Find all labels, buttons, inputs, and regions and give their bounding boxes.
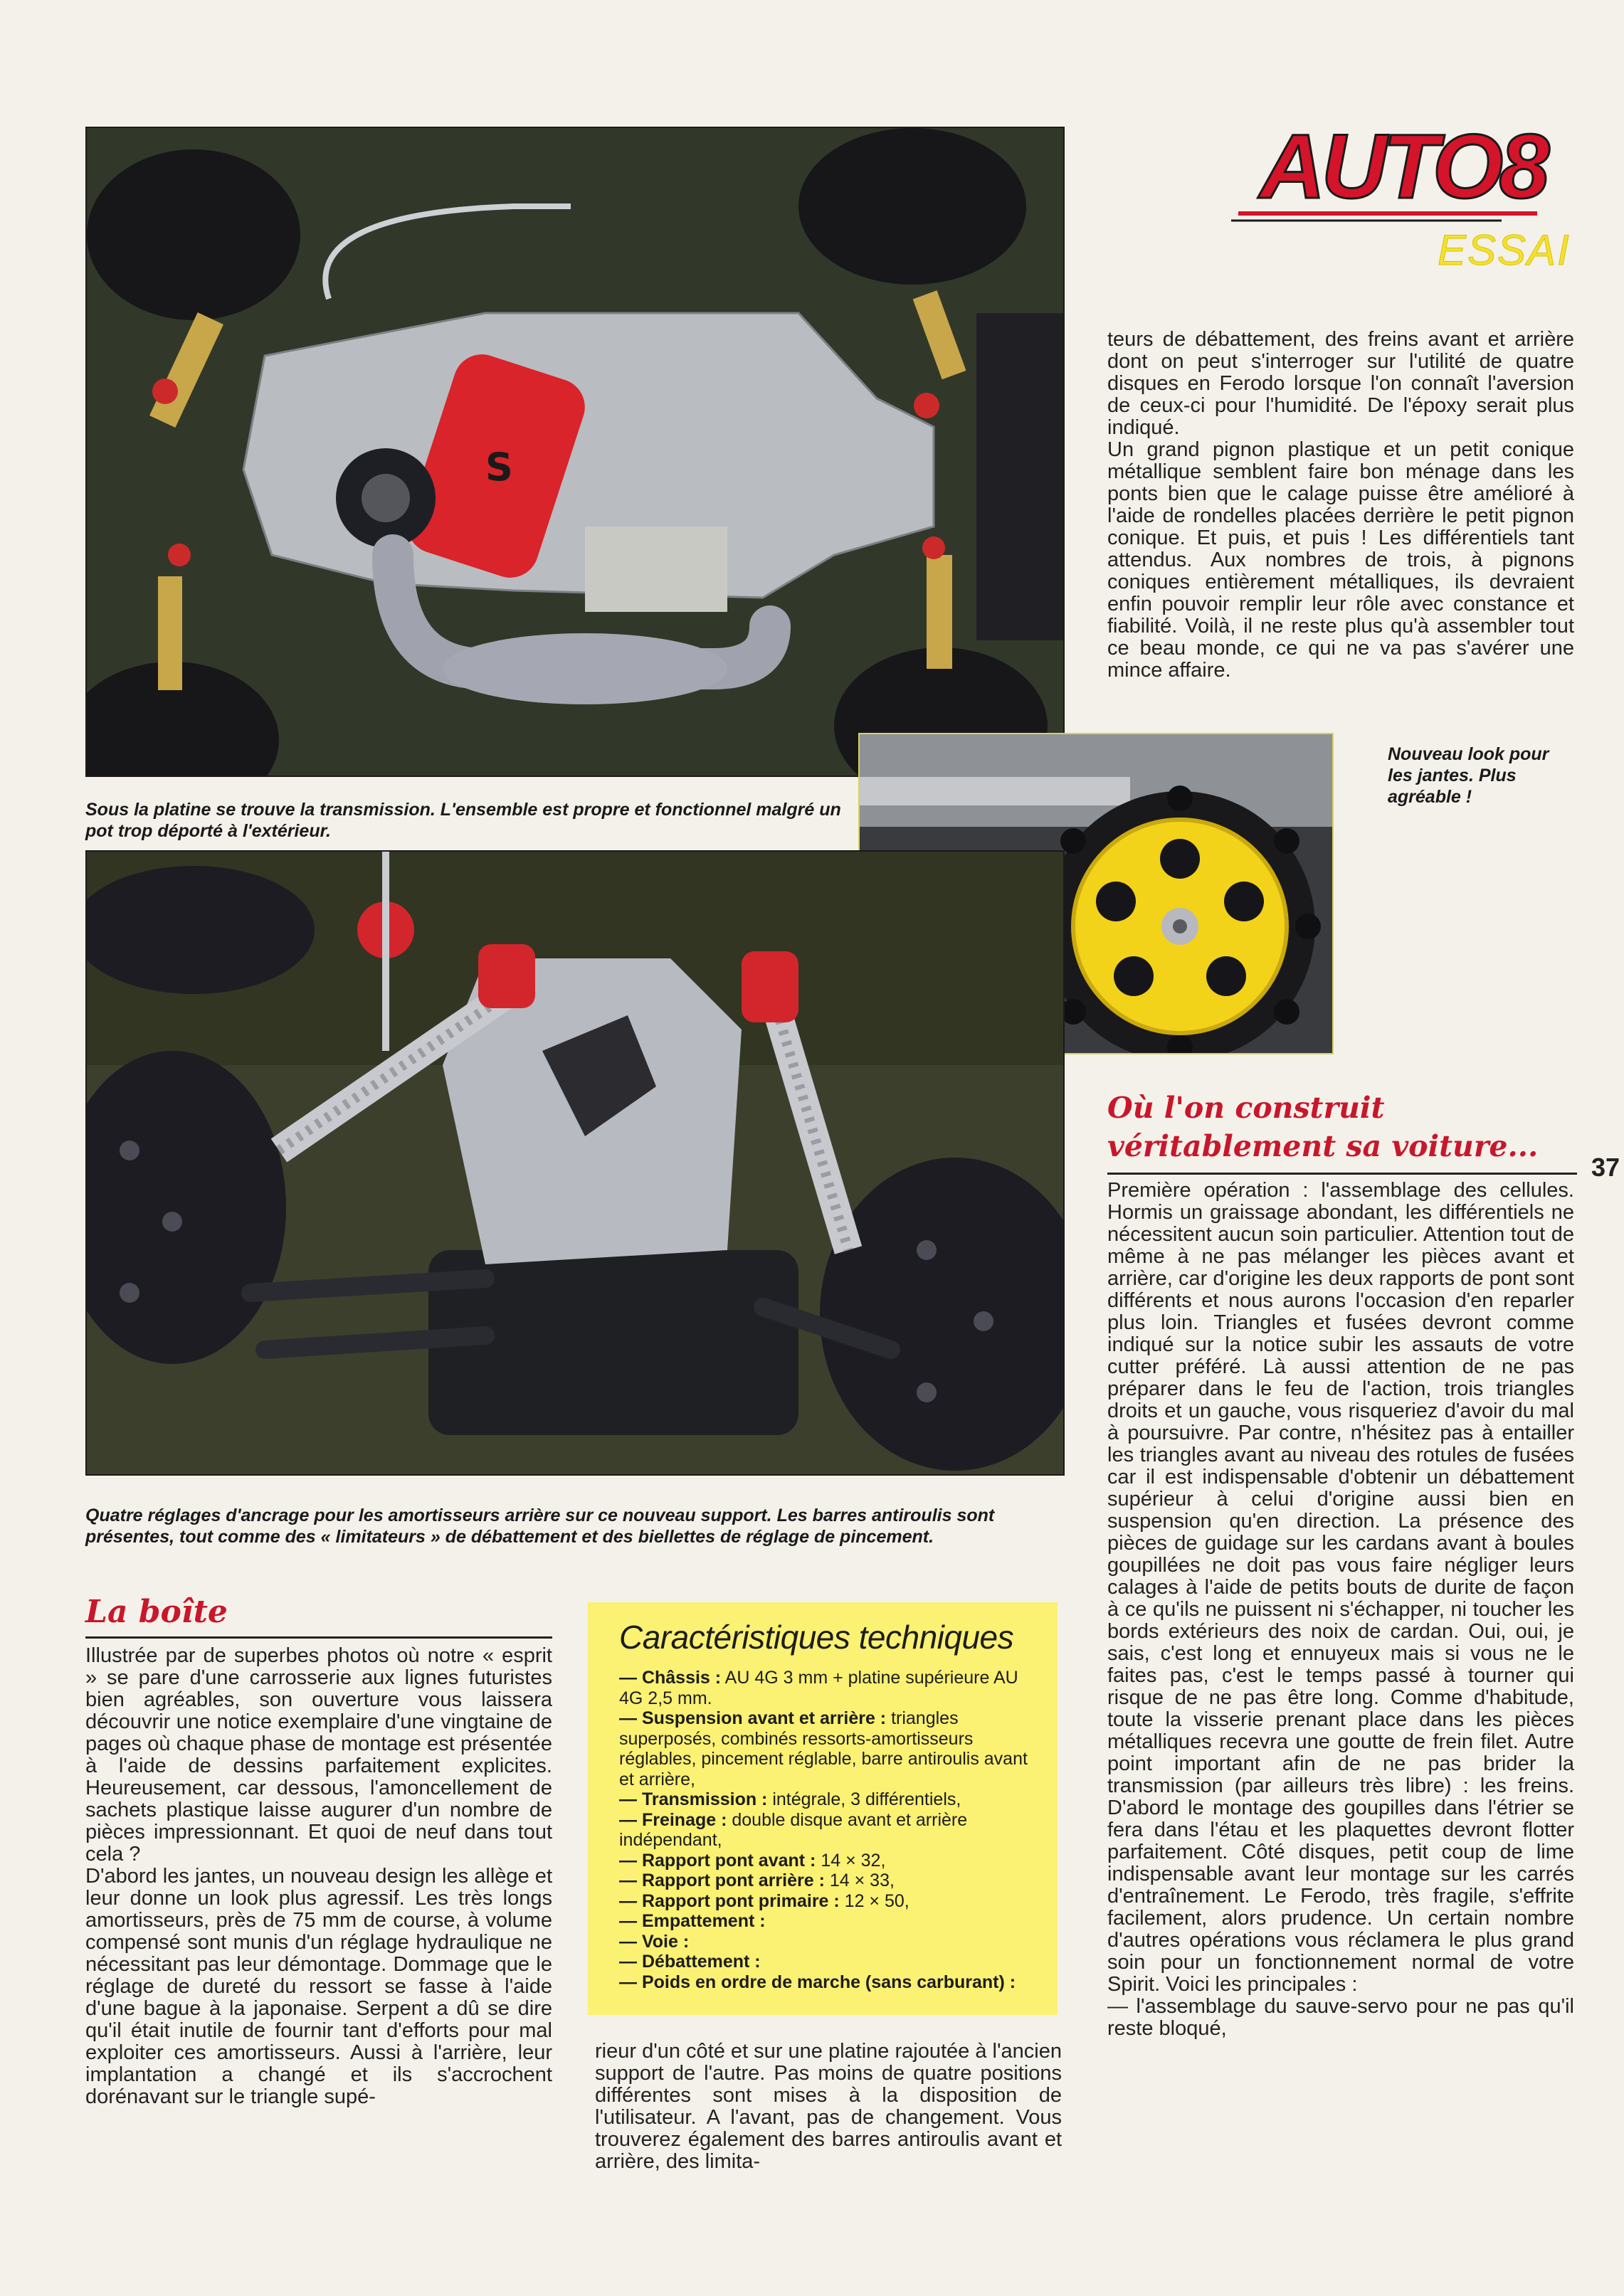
spec-item: — Rapport pont arrière : 14 × 33, [619,1871,895,1890]
chassis-top-illustration [87,128,1063,776]
specs-title: Caractéristiques techniques [619,1619,1014,1656]
column-top-right [1107,329,1574,682]
caption-photo-wheel: Nouveau look pour les jantes. Plus agréable ! [1388,744,1549,807]
photo-chassis-top [85,127,1065,777]
spec-item: — Rapport pont avant : 14 × 32, [619,1850,886,1871]
caption-photo-middle: Quatre réglages d'ancrage pour les amortisseurs arrière sur ce nouveau support. Les barres antiroulis sont présentes, tout comme des « limitateurs » de débattement et des biellettes de réglage de pincement. [85,1506,995,1547]
paragraph: teurs de débattement, des freins avant et arrière dont on peut s'interroger sur l'utilité de quatre disques en Ferodo lorsque l'on connaît l'aversion de ceux-ci pour l'humidité. De l'époxy serait plus indiqué. [1107,328,1574,439]
spec-item: — Poids en ordre de marche (sans carburant) : [619,1972,1016,1992]
column-construction [1107,1180,1574,2040]
svg-text:S: S [485,445,513,490]
paragraph: — l'assemblage du sauve-servo pour ne pas qu'il reste bloqué, [1107,1995,1574,2040]
heading-construction: Où l'on construit véritablement sa voiture... [1107,1091,1539,1163]
paragraph: Illustrée par de superbes photos où notre « esprit » se pare d'une carrosserie aux lignes futuristes bien agréables, son ouverture vous laissera découvrir une notice exemplaire d'une vingtaine de pages où chaque phase de montage est présentée à l'aide de dessins parfaitement explicites. Heureusement, car dessous, l'amoncellement de sachets plastique laisse augurer d'un nombre de pièces impressionnant. Et quoi de neuf dans tout cela ? [85,1644,552,1866]
column-boite [85,1645,552,2108]
paragraph: rieur d'un côté et sur une platine rajoutée à l'ancien support de l'autre. Pas moins de quatre positions différentes sont mises à la disposition de l'utilisateur. A l'avant, pas de changement. Vous trouverez également des barres antiroulis avant et arrière, des limita- [595,2040,1062,2173]
spec-item: — Débattement : [619,1952,761,1972]
heading-boite: La boîte [85,1594,228,1630]
paragraph: D'abord les jantes, un nouveau design les allège et leur donne un look plus agressif. Les très longs amortisseurs, près de 75 mm de course, à volume compensé sont munis d'un réglage hydraulique ne nécessitant pas leur démontage. Dommage que le réglage de dureté du ressort se fasse à l'aide d'une bague à la japonaise. Serpent a dû se dire qu'il était inutile de fournir tant d'efforts pour mal exploiter ces amortisseurs. Aussi à l'arrière, leur implantation a changé et ils s'accrochent dorénavant sur le triangle supé- [85,1865,552,2108]
heading-rule-boite [85,1636,552,1639]
spec-item: — Suspension avant et arrière : triangles superposés, combinés ressorts-amortisseurs réglables, pincement réglable, barre antiroulis avant et arrière, [619,1708,1028,1789]
specs-list [619,1668,1033,1992]
photo-rear-suspension [85,850,1065,1476]
spec-item: — Voie : [619,1931,690,1952]
logo-text: AUTO8 [1260,116,1546,218]
paragraph: Un grand pignon plastique et un petit conique métallique semblent faire bon ménage dans les ponts bien que le calage puisse être amélioré à l'aide de rondelles placées derrière le petit pignon conique. Et puis, et puis ! Les différentiels tant attendus. Aux nombres de trois, à pignons coniques entièrement métalliques, ils devraient enfin pouvoir remplir leur rôle avec constance et fiabilité. Voilà, il ne reste plus qu'à assembler tout ce beau monde, ce qui ne va pas s'avérer une mince affaire. [1107,438,1574,682]
magazine-logo [1231,114,1573,274]
specs-box [588,1602,1058,2015]
spec-item: — Rapport pont primaire : 12 × 50, [619,1890,909,1911]
spec-item: — Empattement : [619,1911,766,1931]
heading-rule-construction [1107,1173,1577,1175]
column-middle-bottom [595,2041,1062,2173]
spec-item: — Freinage : double disque avant et arrière indépendant, [619,1809,968,1850]
spec-item: — Châssis : AU 4G 3 mm + platine supérieure AU 4G 2,5 mm. [619,1668,1018,1708]
spec-item: — Transmission : intégrale, 3 différentiels, [619,1789,961,1809]
rear-suspension-illustration [87,852,1063,1474]
logo-section-essai: ESSAI [1438,226,1571,274]
caption-photo-top: Sous la platine se trouve la transmission. L'ensemble est propre et fonctionnel malgré un pot trop déporté à l'extérieur. [85,800,841,841]
paragraph: Première opération : l'assemblage des cellules. Hormis un graissage abondant, les différentiels ne nécessitent aucun soin particulier. Attention tout de même à ne pas mélanger les pièces avant et arrière, car d'origine les deux rapports de pont sont différents et nous aurons l'occasion d'en reparler plus loin. Triangles et fusées devront comme indiqué sur la notice subir les assauts de votre cutter préféré. Là aussi attention de ne pas préparer dans le feu de l'action, trois triangles droits et un gauche, vous risqueriez d'avoir du mal à poursuivre. Par contre, n'hésitez pas à entailler les triangles avant au niveau des rotules de fusées car il est indispensable d'obtenir un débattement supérieur à celui d'origine aussi bien en suspension qu'en direction. La présence des pièces de guidage sur les cardans avant à boules goupillées ne doit pas vous faire négliger leurs calages à l'aide de petits bouts de durite de façon à ce qu'ils ne puissent ni s'échapper, ni toucher les bords extérieurs des noix de cardan. Oui, oui, je sais, c'est long et ennuyeux mais si vous ne le faites pas, c'est le temps passé à tourner qui risque de ne pas être long. Comme d'habitude, toute la visserie prenant place dans les pièces métalliques recevra une goutte de frein filet. Autre point important afin de ne pas brider la transmission (par ailleurs très libre) : les freins. D'abord le montage des goupilles dans l'étrier se fera dans l'étau et les plaquettes devront flotter parfaitement. Côté disques, petit coup de lime indispensable avant leur montage sur les carrés d'entraînement. Le Ferodo, très fragile, s'effrite facilement, alors prudence. Un certain nombre d'autres opérations vous réclamera le plus grand soin pour un fonctionnement normal de votre Spirit. Voici les principales : [1107,1179,1574,1996]
page-number: 37 [1591,1153,1620,1182]
